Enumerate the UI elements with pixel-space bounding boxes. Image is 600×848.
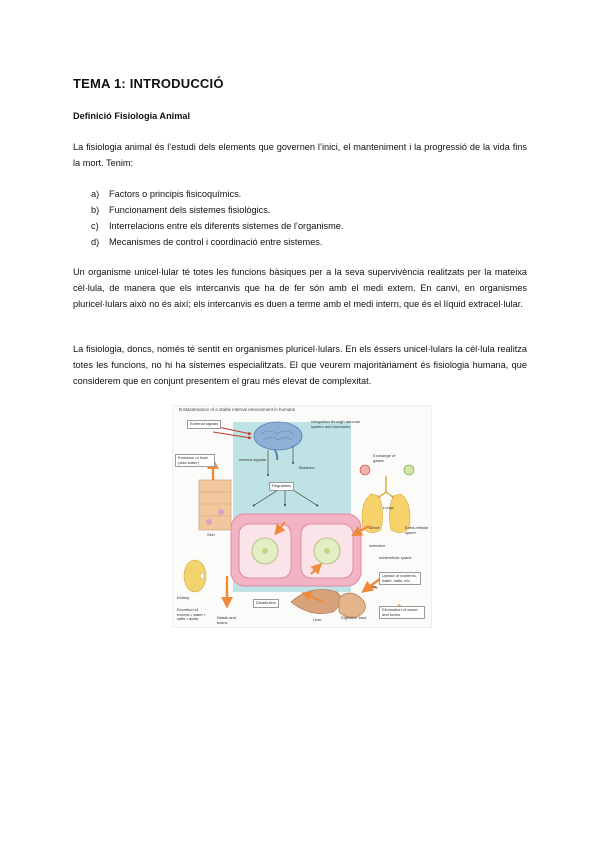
list-marker: a): [91, 189, 100, 199]
list-marker: c): [91, 221, 99, 231]
regulation-label: Regulation: [269, 482, 294, 491]
list-item: [91, 202, 343, 218]
liver-icon: [291, 590, 341, 614]
list-marker: b): [91, 205, 100, 215]
factors-list: [91, 186, 343, 250]
co2-icon: [404, 465, 414, 475]
kidney-label: Kidney: [177, 595, 190, 600]
figure-illustration: [173, 406, 431, 627]
behavior-label: Behavior: [299, 465, 315, 470]
homeostasis-figure: [172, 405, 432, 628]
waste-and-toxins-label: Waste and toxins: [217, 615, 236, 625]
physiology-paragraph: La fisiologia, doncs, només té sentit en organismes pluricel·lulars. En els éssers unicel·lulars la cèl·lula realitza totes les funcions, no hi ha sistemes especialitzats. El que veurem majoritàriament és fisiologia humana, que considerem que en conjunt presentem el grau més elevat de complexitat.: [73, 344, 527, 386]
intracellular-space-label: Intracellular space: [379, 555, 412, 560]
unicellular-paragraph: Un organisme unicel·lular té totes les funcions bàsiques per a la seva supervivència realitzats per la mateixa cèl·lula, de manera que els intercanvis que ha de fer són amb el medi extern. En canvi, en organismes pluricel·lulars això no és així; els intercanvis es duen a terme amb el medi intern, que és el líquid extracel·lular.: [73, 267, 527, 309]
exchange-of-gases-label: Exchange of gases: [373, 453, 396, 463]
document-title: TEMA 1: INTRODUCCIÓ: [73, 76, 224, 91]
digestive-tract-label: Digestive tract: [341, 615, 367, 620]
liver-label: Liver: [313, 617, 322, 622]
list-marker: d): [91, 237, 100, 247]
section-heading: Definició Fisiologia Animal: [73, 111, 191, 121]
external-signals-label: External signals: [187, 420, 221, 429]
list-text: Factors o principis fisicoquímics.: [109, 189, 242, 199]
list-item: [91, 234, 343, 250]
skin-label: Skin: [207, 532, 215, 537]
distribution-label: Distribution: [253, 599, 279, 608]
intro-paragraph: La fisiologia animal és l’estudi dels elements que governen l’inici, el manteniment i la progressió de la vida fins la mort. Tenim:: [73, 142, 527, 168]
internal-signals-label: Internal signals: [239, 457, 266, 462]
list-text: Mecanismes de control i coordinació entre sistemes.: [109, 237, 323, 247]
uptake-label: Uptake of nutrients, water, salts, etc.: [379, 572, 421, 585]
integration-label: Integration through nervous system and hormones: [311, 419, 360, 429]
extracellular-space-label: Extra-cellular space: [405, 525, 429, 535]
list-item: [91, 218, 343, 234]
list-text: Interrelacions entre els diferents sistemes de l’organisme.: [109, 221, 344, 231]
elimination-label: Elimination of waste and toxins: [379, 606, 425, 619]
lungs-label: Lungs: [383, 505, 394, 510]
digestive-tract-icon: [339, 593, 366, 617]
blood-label: Blood: [369, 525, 380, 530]
skin-icon: [199, 480, 231, 530]
emission-of-heat-label: Emission of heat (also water): [175, 454, 215, 467]
excretion-label: Excretion of excess • water • salts • acids: [177, 607, 206, 622]
interstice-label: Interstice: [369, 543, 386, 548]
list-item: [91, 186, 343, 202]
list-text: Funcionament dels sistemes fisiològics.: [109, 205, 271, 215]
o2-icon: [360, 465, 370, 475]
brain-icon: [254, 422, 302, 450]
figure-caption: B Maintenance of a stable internal environment in humans: [179, 407, 296, 412]
